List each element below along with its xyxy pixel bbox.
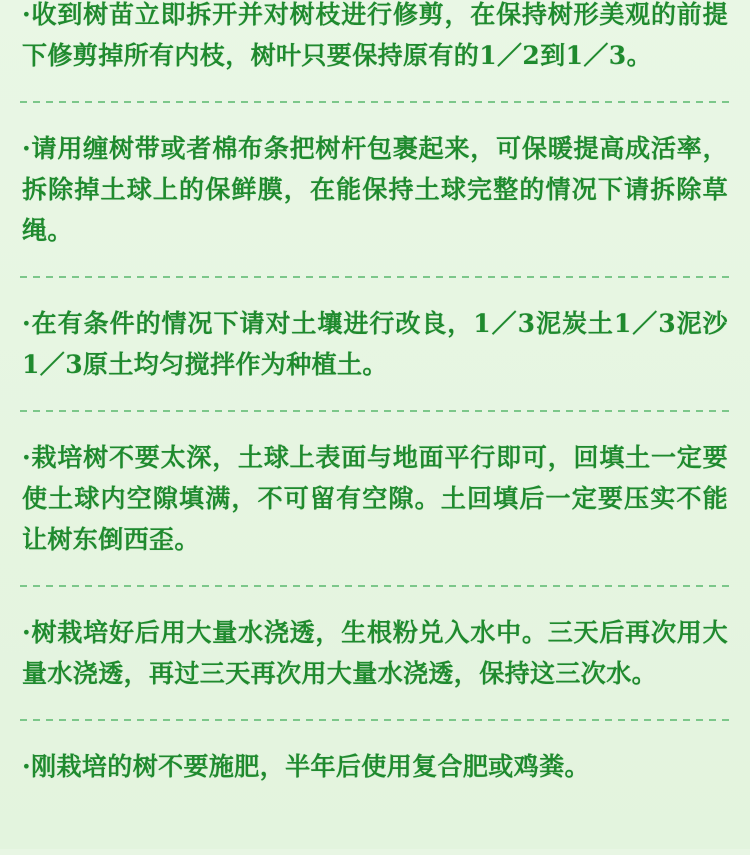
list-item xyxy=(18,746,732,787)
tips-list xyxy=(18,0,732,787)
tip-text-wrapping: ·请用缠树带或者棉布条把树杆包裹起来，可保暖提高成活率，拆除掉土球上的保鲜膜，在能保持土球完整的情况下请拆除草绳。 xyxy=(22,134,728,245)
tip-text-fertilizer: ·刚栽培的树不要施肥，半年后使用复合肥或鸡粪。 xyxy=(22,752,590,781)
divider xyxy=(20,101,730,103)
tip-text-pruning: ·收到树苗立即拆开并对树枝进行修剪，在保持树形美观的前提下修剪掉所有内枝，树叶只要保持原有的1／2到1／3。 xyxy=(22,0,728,70)
list-item xyxy=(18,128,732,251)
divider xyxy=(20,719,730,721)
list-item xyxy=(18,0,732,76)
list-item xyxy=(18,303,732,385)
list-item xyxy=(18,612,732,694)
divider xyxy=(20,585,730,587)
divider xyxy=(20,410,730,412)
tip-text-planting-depth: ·栽培树不要太深，土球上表面与地面平行即可，回填土一定要使土球内空隙填满，不可留有空隙。土回填后一定要压实不能让树东倒西歪。 xyxy=(22,443,728,554)
divider xyxy=(20,276,730,278)
tip-text-soil-improvement: ·在有条件的情况下请对土壤进行改良，1／3泥炭土1／3泥沙1／3原土均匀搅拌作为种植土。 xyxy=(22,309,728,379)
list-item xyxy=(18,437,732,560)
tip-text-watering: ·树栽培好后用大量水浇透，生根粉兑入水中。三天后再次用大量水浇透，再过三天再次用大量水浇透，保持这三次水。 xyxy=(22,618,728,688)
